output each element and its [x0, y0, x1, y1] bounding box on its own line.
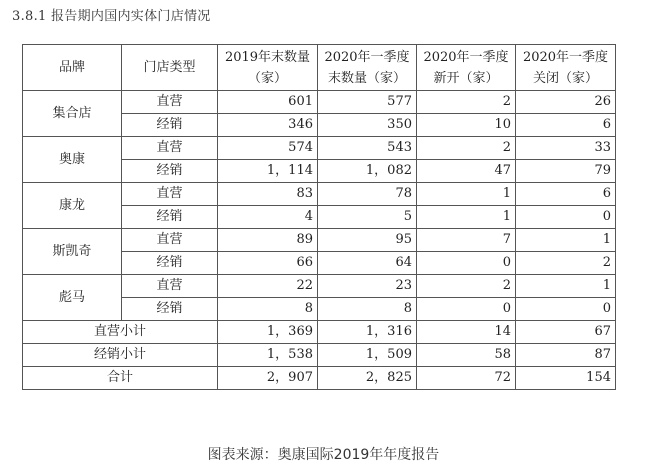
header-text: 2019年末数量 — [224, 49, 311, 65]
store-type-cell: 经销 — [122, 114, 218, 137]
value-cell: 7 — [417, 229, 516, 252]
brand-cell: 康龙 — [23, 183, 122, 229]
total-row — [23, 367, 616, 390]
store-type-cell: 经销 — [122, 252, 218, 275]
table-row — [23, 275, 616, 298]
store-type-cell: 经销 — [122, 206, 218, 229]
summary-label: 合计 — [23, 367, 218, 390]
section-heading: 3.8.1 报告期内国内实体门店情况 — [12, 9, 211, 24]
value-cell: 1，114 — [218, 160, 318, 183]
header-2019-year-end — [218, 45, 318, 91]
value-cell: 1 — [516, 275, 616, 298]
summary-label: 经销小计 — [23, 344, 218, 367]
value-cell: 2 — [417, 275, 516, 298]
header-row — [23, 45, 616, 91]
value-cell: 2，907 — [218, 367, 318, 390]
value-cell: 1，082 — [318, 160, 417, 183]
store-type-cell: 直营 — [122, 183, 218, 206]
store-count-table — [22, 44, 616, 390]
header-2020q1-closed — [516, 45, 616, 91]
value-cell: 72 — [417, 367, 516, 390]
value-cell: 83 — [218, 183, 318, 206]
header-text: 关闭（家） — [532, 70, 598, 86]
header-text: （家） — [247, 70, 287, 86]
header-text: 2020年一季度 — [522, 49, 609, 65]
value-cell: 64 — [318, 252, 417, 275]
value-cell: 0 — [516, 206, 616, 229]
store-type-cell: 直营 — [122, 91, 218, 114]
table-row — [23, 137, 616, 160]
value-cell: 67 — [516, 321, 616, 344]
value-cell: 89 — [218, 229, 318, 252]
value-cell: 1，369 — [218, 321, 318, 344]
value-cell: 8 — [218, 298, 318, 321]
value-cell: 2，825 — [318, 367, 417, 390]
value-cell: 577 — [318, 91, 417, 114]
header-text: 2020年一季度 — [324, 49, 410, 65]
value-cell: 95 — [318, 229, 417, 252]
value-cell: 5 — [318, 206, 417, 229]
store-type-cell: 直营 — [122, 229, 218, 252]
value-cell: 26 — [516, 91, 616, 114]
value-cell: 10 — [417, 114, 516, 137]
brand-cell: 彪马 — [23, 275, 122, 321]
header-brand: 品牌 — [23, 45, 122, 91]
value-cell: 79 — [516, 160, 616, 183]
value-cell: 543 — [318, 137, 417, 160]
value-cell: 33 — [516, 137, 616, 160]
value-cell: 2 — [516, 252, 616, 275]
value-cell: 14 — [417, 321, 516, 344]
store-type-cell: 直营 — [122, 275, 218, 298]
value-cell: 1，509 — [318, 344, 417, 367]
subtotal-row-distribution — [23, 344, 616, 367]
value-cell: 6 — [516, 183, 616, 206]
figure-source-caption: 图表来源：奥康国际2019年年度报告 — [207, 447, 440, 463]
table-row — [23, 91, 616, 114]
value-cell: 47 — [417, 160, 516, 183]
brand-cell: 斯凯奇 — [23, 229, 122, 275]
value-cell: 350 — [318, 114, 417, 137]
value-cell: 0 — [516, 298, 616, 321]
value-cell: 0 — [417, 298, 516, 321]
brand-cell: 集合店 — [23, 91, 122, 137]
table-row — [23, 229, 616, 252]
header-text: 末数量（家） — [327, 70, 406, 86]
value-cell: 574 — [218, 137, 318, 160]
header-text: 2020年一季度 — [423, 49, 509, 65]
value-cell: 58 — [417, 344, 516, 367]
header-text: 新开（家） — [433, 70, 499, 86]
value-cell: 2 — [417, 137, 516, 160]
header-store-type: 门店类型 — [122, 45, 218, 91]
store-type-cell: 直营 — [122, 137, 218, 160]
summary-label: 直营小计 — [23, 321, 218, 344]
store-type-cell: 经销 — [122, 160, 218, 183]
value-cell: 154 — [516, 367, 616, 390]
header-2020q1-end — [318, 45, 417, 91]
value-cell: 1，538 — [218, 344, 318, 367]
store-type-cell: 经销 — [122, 298, 218, 321]
value-cell: 4 — [218, 206, 318, 229]
value-cell: 601 — [218, 91, 318, 114]
value-cell: 1 — [417, 183, 516, 206]
brand-cell: 奥康 — [23, 137, 122, 183]
value-cell: 8 — [318, 298, 417, 321]
value-cell: 1，316 — [318, 321, 417, 344]
value-cell: 0 — [417, 252, 516, 275]
value-cell: 346 — [218, 114, 318, 137]
value-cell: 66 — [218, 252, 318, 275]
value-cell: 87 — [516, 344, 616, 367]
value-cell: 23 — [318, 275, 417, 298]
value-cell: 1 — [417, 206, 516, 229]
value-cell: 2 — [417, 91, 516, 114]
value-cell: 1 — [516, 229, 616, 252]
header-2020q1-opened — [417, 45, 516, 91]
value-cell: 78 — [318, 183, 417, 206]
table-row — [23, 183, 616, 206]
subtotal-row-direct — [23, 321, 616, 344]
value-cell: 22 — [218, 275, 318, 298]
value-cell: 6 — [516, 114, 616, 137]
